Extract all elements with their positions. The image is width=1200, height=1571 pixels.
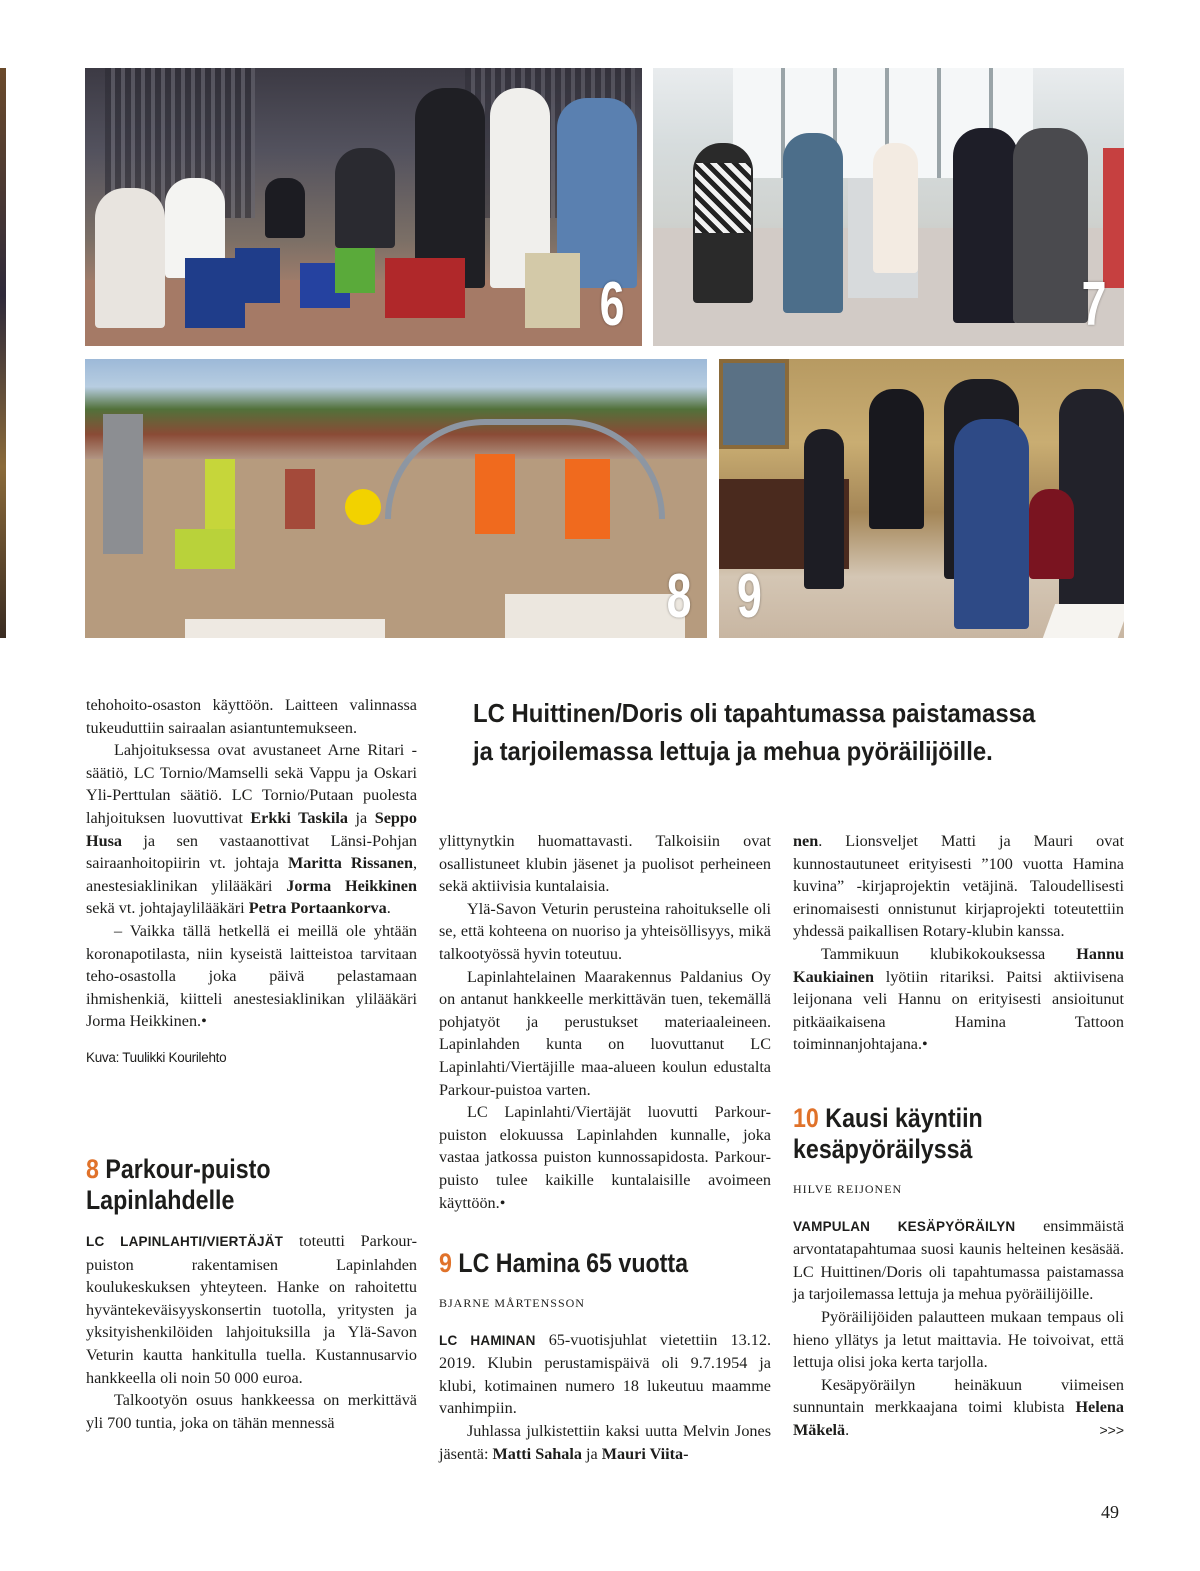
lead-in: VAMPULAN KESÄPYÖRÄILYN [793,1218,1016,1234]
text-run: . [845,1420,850,1439]
paragraph [439,1329,771,1420]
column-3-lower [793,1172,1124,1442]
pull-quote-line-2: ja tarjoilemassa lettuja ja mehua pyöräilijöille. [473,736,993,766]
section-title: LC Hamina 65 vuotta [458,1248,689,1278]
text-run: sekä vt. johtajaylilääkäri [86,899,249,918]
text-run: lyötiin ritariksi. Paitsi aktiivisena leijonana veli Hannu on erityisesti ansioitunut pitkäaikaisena Hamina Tattoon toiminnanjohtajana. [793,967,1124,1054]
photo-number: 8 [666,562,691,631]
section-title: Kausi käyntiin [825,1103,983,1133]
pull-quote [473,694,1062,770]
paragraph [793,1374,1124,1442]
text-run: . [386,899,391,918]
paragraph [439,1420,771,1465]
photo-knighting-ceremony [719,359,1124,638]
page-number: 49 [1101,1502,1119,1522]
paragraph: ylittynytkin huomattavasti. Talkoisiin ovat osallistuneet klubin jäsenet ja puolisot perheineen sekä aktiivisia kuntalaisia. [439,832,771,896]
photo-donation-bags [85,68,642,346]
text-run: LC Lapinlahti/Viertäjät luovutti Parkour-puiston elokuussa Lapinlahden kunnalle, joka vastaa jatkossa puiston kunnossapidosta. Parkour-puisto tulee kaikille kuntalaisille avoimeen käyttöön. [439,1103,771,1212]
person-name: Hannu Kaukiainen [793,944,1124,986]
section-heading-8 [86,1154,301,1216]
paragraph: Ylä-Savon Veturin perusteina rahoitukselle oli se, että kohteena on nuoriso ja yhteisöllisyys, mikä talkootyössä hyvin toteutuu. [439,899,771,963]
text-run: Tammikuun klubikokouksessa [821,944,1077,963]
text-run: . Lionsveljet Matti ja Mauri ovat kunnostautuneet erityisesti ”100 vuotta Hamina kuvina” -kirjaprojektin vetäjinä. Taloudellisesti erinomaisesti onnistunut kirjaprojekti toteutettiin yhdessä paikallisen Rotary-klubin kanssa. [793,832,1124,941]
photo-credit: Kuva: Tuulikki Kourilehto [86,1049,227,1065]
byline: BJARNE MÅRTENSSON [439,1296,585,1310]
text-run: Kesäpyöräilyn heinäkuun viimeisen sunnuntain merkkaajana toimi klubista [793,1375,1124,1417]
text-run: ensimmäistä arvontatapahtumaa suosi kaunis helteinen kesäsää. LC Huittinen/Doris oli tapahtumassa paistamassa ja tarjoilemassa lettuja ja mehua pyöräilijöille. [793,1216,1124,1304]
person-name: Mauri Viita- [601,1444,689,1463]
photo-number: 9 [737,562,762,631]
facing-page-edge [0,68,6,638]
person-name: Erkki Taskila [250,808,348,827]
person-name: Maritta Rissanen [287,854,413,873]
lead-in: LC LAPINLAHTI/VIERTÄJÄT [86,1234,284,1249]
text-run: – Vaikka tällä hetkellä ei meillä ole yhtään koronapotilasta, niin kyseistä laitteistoa tarvitaan teho-osastolla joka päivä pelastamaan ihmishenkiä, kiitteli anestesiaklinikan ylilääkäri Jorma Heikkinen. [86,921,417,1031]
end-mark: • [201,1012,207,1031]
paragraph [86,1230,417,1389]
paragraph: Pyöräilijöiden palautteen mukaan tempaus oli hieno yllätys ja letut maittavia. He toivoivat, että lettuja olisi joka kerta tarjolla. [793,1307,1124,1372]
photo-number: 7 [1081,270,1106,339]
section-title-line-2: Lapinlahdelle [86,1185,235,1215]
text-run: Juhlassa julkistettiin kaksi uutta Melvin Jones jäsentä: [439,1421,771,1463]
person-name: Helena Mäkelä [793,1398,1124,1439]
photo-number: 6 [599,270,624,339]
paragraph [793,1215,1124,1306]
text-run: 65-vuotisjuhlat vietettiin 13.12. 2019. Klubin perustamispäivä oli 9.7.1954 ja klubi, kotimainen numero 18 lukeutuu maamme vanhimpiin. [439,1330,771,1418]
pull-quote-line-1: LC Huittinen/Doris oli tapahtumassa paistamassa [473,698,1036,728]
person-name: Matti Sahala [492,1444,582,1463]
section-title: Parkour-puisto [105,1154,271,1184]
paragraph [793,943,1124,1056]
paragraph: Talkootyön osuus hankkeessa on merkittävä yli 700 tuntia, joka on tähän mennessä [86,1391,417,1432]
column-2-lower [439,1286,771,1465]
text-run: ja sen vastaanottivat Länsi-Pohjan sairaanhoitopiirin vt. johtaja [86,831,417,873]
column-1 [86,694,417,1070]
column-3 [793,830,1124,1056]
text-run: , anestesiaklinikan ylilääkäri [86,854,418,895]
text-run: ja [347,808,375,827]
person-name: Seppo Husa [86,808,417,850]
end-mark: • [499,1193,506,1212]
byline: HILVE REIJONEN [793,1182,903,1196]
column-2 [439,830,771,1214]
section-number: 8 [86,1154,99,1184]
section-title-line-2: kesäpyöräilyssä [793,1134,973,1164]
photo-parkour-construction [85,359,707,638]
section-number: 9 [439,1248,452,1278]
text-run: ja [581,1444,602,1463]
paragraph [439,1101,771,1214]
person-name: Jorma Heikkinen [286,876,417,895]
text-run: toteutti Parkour-puiston rakentamisen Lapinlahden koulukeskuksen yhteyteen. Hanke on rahoitettu hyväntekeväisyyskonsertin tuotolla, yritysten ja yksityishenkilöiden lahjoituksilla ja Ylä-Savon Veturin kautta hankitulla tuella. Kustannusarvio hankkeella oli noin 50 000 euroa. [86,1232,417,1387]
lead-in: LC HAMINAN [439,1332,536,1348]
photo-ventilator-donation [653,68,1124,346]
paragraph [793,830,1124,943]
paragraph: tehohoito-osaston käyttöön. Laitteen valinnassa tukeuduttiin sairaalan asiantuntemukseen. [86,696,417,737]
paragraph [86,739,417,920]
paragraph [86,920,417,1033]
end-mark: • [922,1035,928,1054]
section-number: 10 [793,1103,819,1133]
section-heading-10 [793,1103,1014,1165]
column-1-lower [86,1230,417,1434]
text-run: Lahjoituksessa ovat avustaneet Arne Ritari -säätiö, LC Tornio/Mamselli sekä Vappu ja Oskari Yli-Perttulan säätiö. LC Tornio/Putaan puolesta lahjoituksen luovuttivat [86,741,417,827]
person-name: Petra Portaankorva [248,899,387,918]
paragraph: Lapinlahtelainen Maarakennus Paldanius Oy on antanut hankkeelle merkittävän tuen, tekemällä pohjatyöt ja perustukset materiaaleineen. Lapinlahden kunta on luovuttanut LC Lapinlahti/Viertäjille maa-alueen koulun edustalta Parkour-puistoa varten. [439,967,771,1099]
person-name: nen [793,832,819,850]
section-heading-9 [439,1248,729,1279]
continued-marker: >>> [1099,1421,1124,1438]
